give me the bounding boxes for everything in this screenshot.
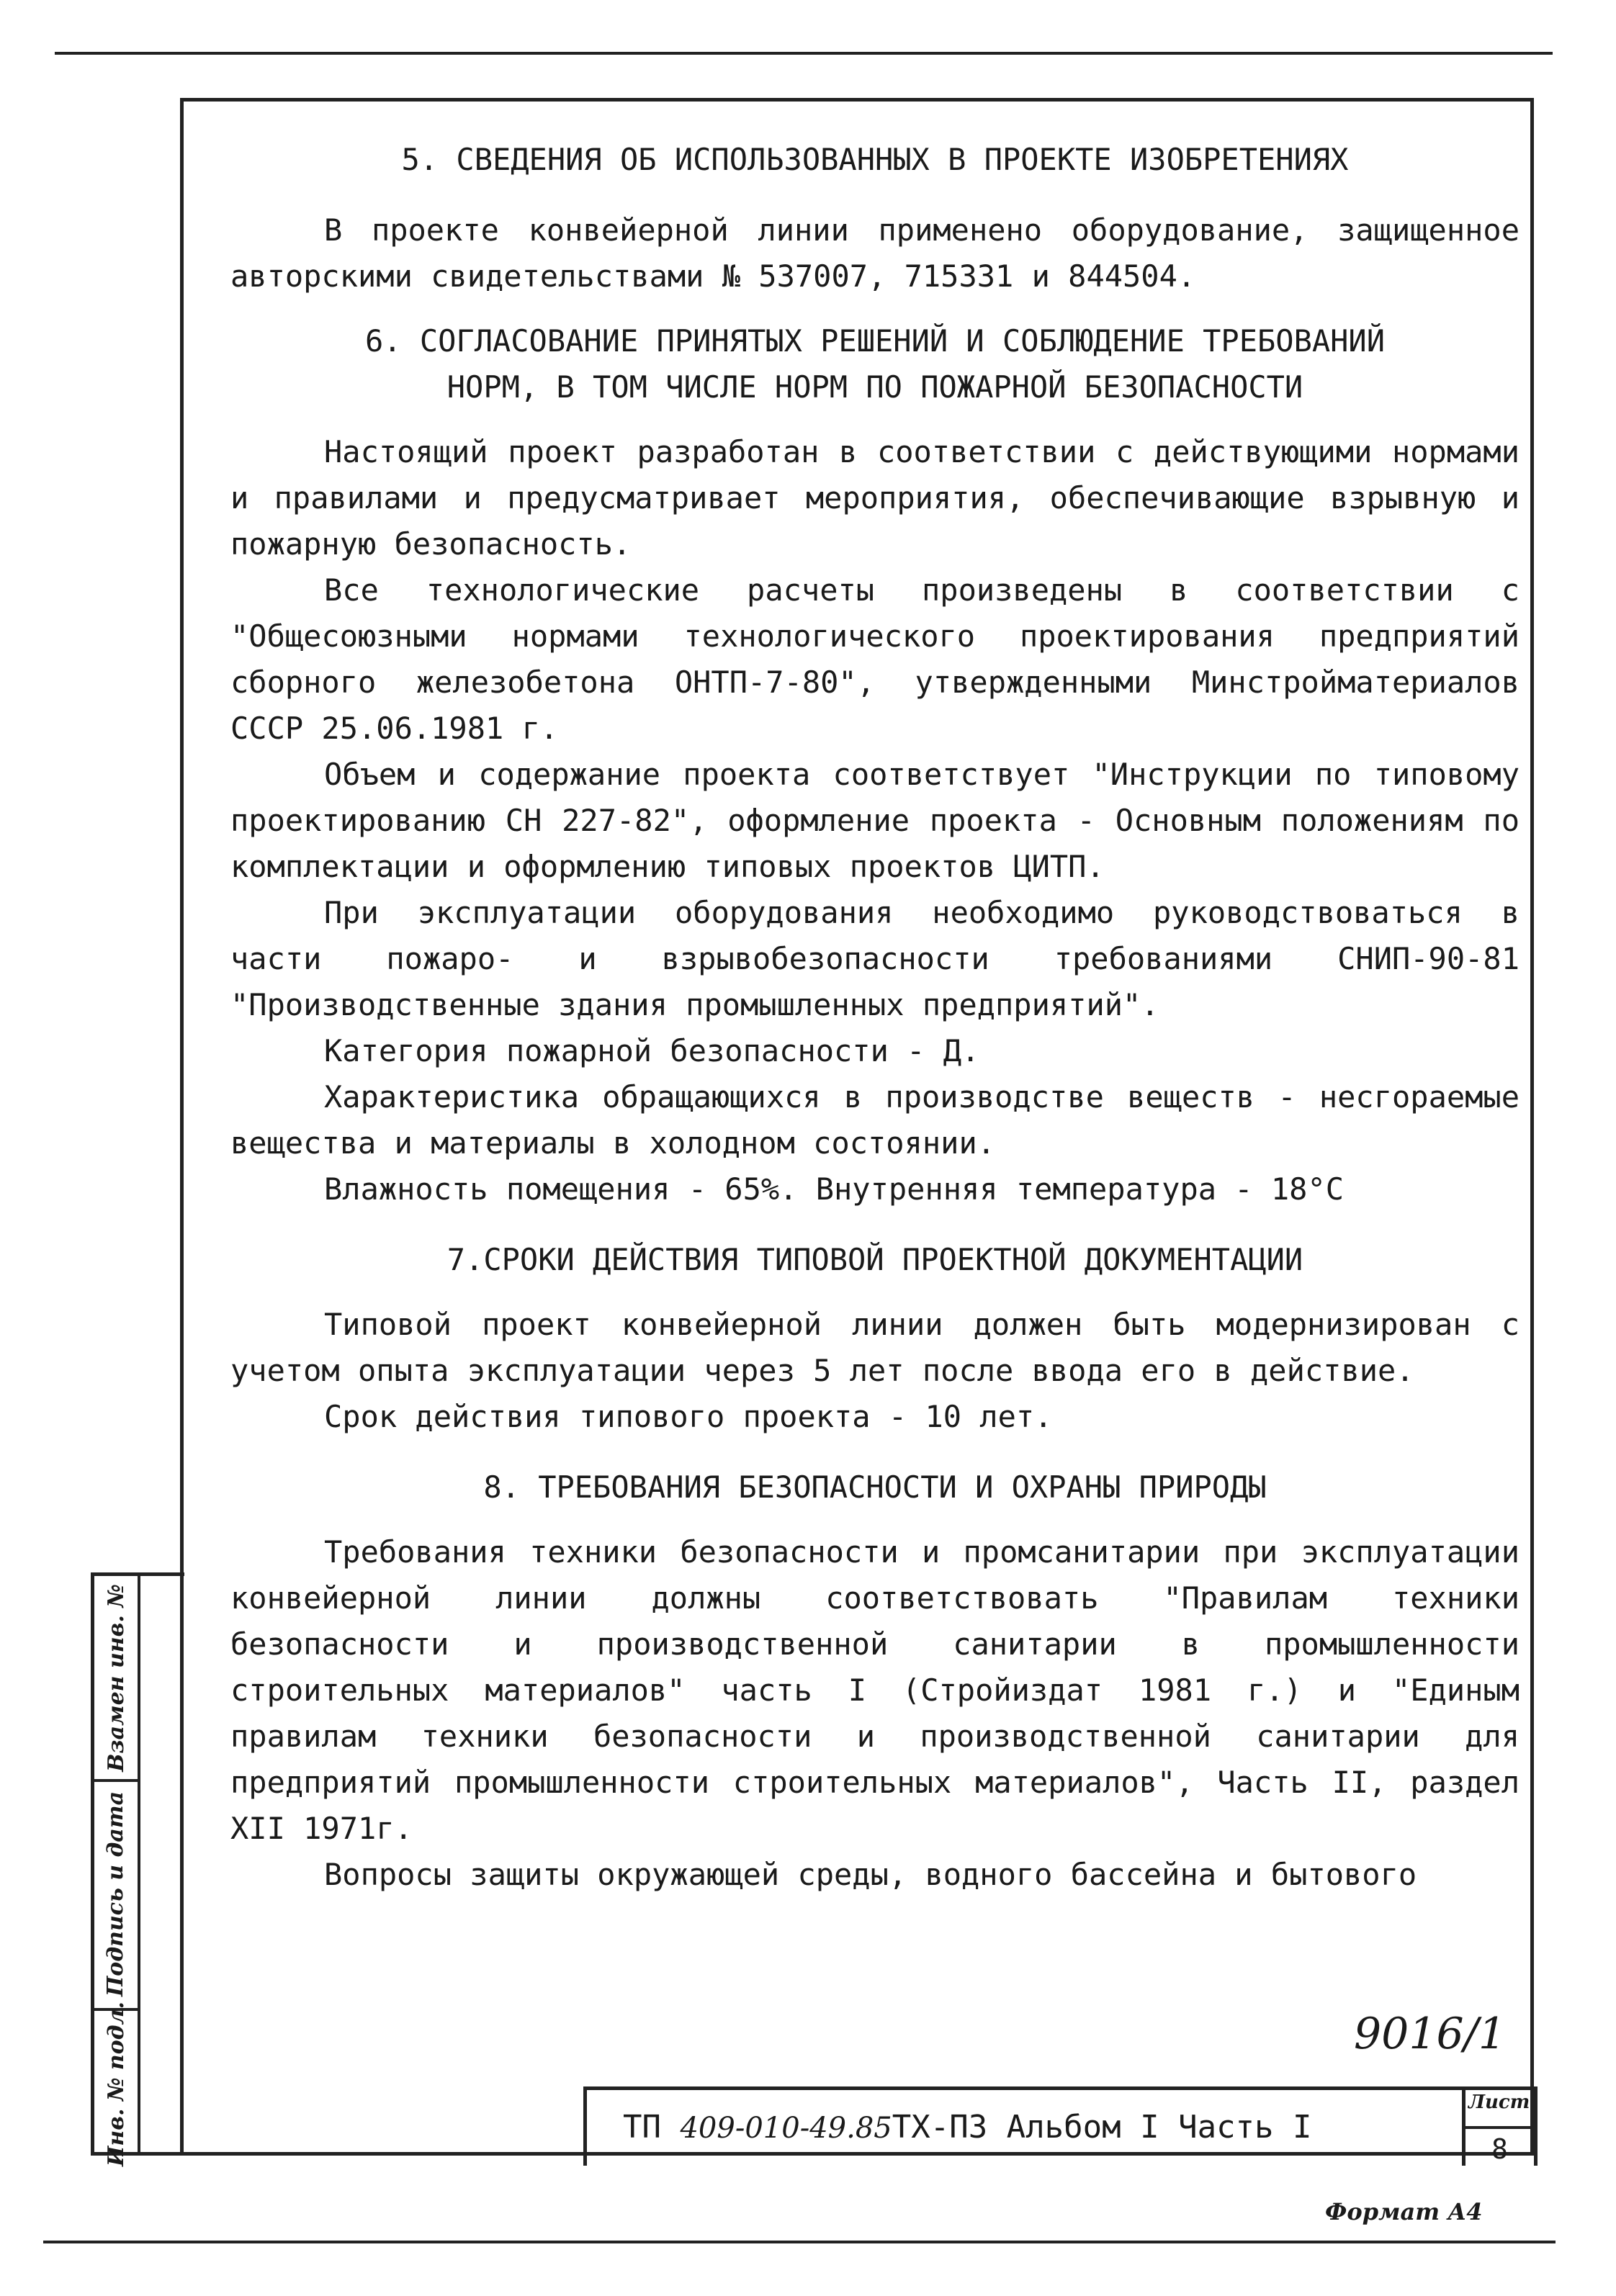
paragraph: В проекте конвейерной линии применено оборудование, защищенное авторскими свидетельствами № 537007, 715331 и 844504. xyxy=(230,212,1520,294)
format-label: Формат А4 xyxy=(1325,2198,1483,2225)
section-7 xyxy=(230,1237,1520,1440)
stamp-replaced-inventory: Взамен инв. № xyxy=(103,1583,129,1772)
paragraph: Срок действия типового проекта - 10 лет. xyxy=(324,1399,1053,1434)
designation-suffix: ТХ-ПЗ Альбом I Часть I xyxy=(892,2109,1312,2146)
designation-prefix: ТП xyxy=(623,2109,661,2146)
handwritten-archive-number: 9016/1 xyxy=(1354,2009,1507,2059)
paragraph: Все технологические расчеты произведены в соответствии с "Общесоюзными нормами технологического проектирования предприятий сборного железобетона ОНТП-7-80", утвержденными Минстройматериалов СССР 25.06.1981 г. xyxy=(230,572,1520,746)
document-body xyxy=(230,137,1520,1898)
approval-stamp xyxy=(91,1572,184,2166)
paragraph: Объем и содержание проекта соответствует "Инструкции по типовому проектированию СН 227-82", оформление проекта - Основным положениям по комплектации и оформлению типовых проектов ЦИТП. xyxy=(230,757,1520,884)
sheet-box xyxy=(1462,2090,1534,2166)
paragraph: Характеристика обращающихся в производстве веществ - несгораемые вещества и материалы в холодном состоянии. xyxy=(230,1079,1520,1161)
section-8-heading: 8. ТРЕБОВАНИЯ БЕЗОПАСНОСТИ И ОХРАНЫ ПРИРОДЫ xyxy=(483,1469,1267,1505)
stamp-original-inventory: Инв. № подл. xyxy=(103,2001,129,2166)
paragraph: При эксплуатации оборудования необходимо руководствоваться в части пожаро- и взрывобезопасности требованиями СНИП-90-81 "Производственные здания промышленных предприятий". xyxy=(230,895,1520,1022)
bottom-rule xyxy=(43,2241,1556,2243)
paragraph: Настоящий проект разработан в соответствии с действующими нормами и правилами и предусматривает мероприятия, обеспечивающие взрывную и пожарную безопасность. xyxy=(230,434,1520,562)
document-designation xyxy=(623,2109,1312,2146)
paragraph: Типовой проект конвейерной линии должен быть модернизирован с учетом опыта эксплуатации через 5 лет после ввода его в действие. xyxy=(230,1307,1520,1388)
paragraph: Требования техники безопасности и промсанитарии при эксплуатации конвейерной линии должны соответствовать "Правилам техники безопасности и производственной санитарии в промышленности строительных материалов" часть I (Стройиздат 1981 г.) и "Единым правилам техники безопасности и производственной санитарии для предприятий промышленности строительных материалов", Часть II, раздел XII 1971г. xyxy=(230,1534,1520,1846)
designation-code: 409-010-49.85 xyxy=(680,2112,892,2145)
section-5-heading: 5. СВЕДЕНИЯ ОБ ИСПОЛЬЗОВАННЫХ В ПРОЕКТЕ ИЗОБРЕТЕНИЯХ xyxy=(401,142,1349,177)
section-5 xyxy=(230,137,1520,300)
sheet-label: Лист xyxy=(1468,2092,1530,2113)
paragraph: Вопросы защиты окружающей среды, водного бассейна и бытового xyxy=(324,1857,1417,1892)
section-8 xyxy=(230,1464,1520,1898)
paragraph: Категория пожарной безопасности - Д. xyxy=(324,1033,980,1068)
top-rule xyxy=(55,52,1553,55)
section-7-heading: 7.СРОКИ ДЕЙСТВИЯ ТИПОВОЙ ПРОЕКТНОЙ ДОКУМЕНТАЦИИ xyxy=(446,1242,1303,1277)
paragraph: Влажность помещения - 65%. Внутренняя температура - 18°С xyxy=(324,1171,1345,1207)
sheet-number: 8 xyxy=(1465,2126,1534,2169)
title-block xyxy=(583,2086,1538,2166)
section-6-heading-line-1: 6. СОГЛАСОВАНИЕ ПРИНЯТЫХ РЕШЕНИЙ И СОБЛЮДЕНИЕ ТРЕБОВАНИЙ xyxy=(364,323,1386,359)
stamp-signature-date: Подпись и дата xyxy=(103,1791,129,1996)
section-6 xyxy=(230,318,1520,1212)
section-6-heading-line-2: НОРМ, В ТОМ ЧИСЛЕ НОРМ ПО ПОЖАРНОЙ БЕЗОПАСНОСТИ xyxy=(446,369,1303,405)
